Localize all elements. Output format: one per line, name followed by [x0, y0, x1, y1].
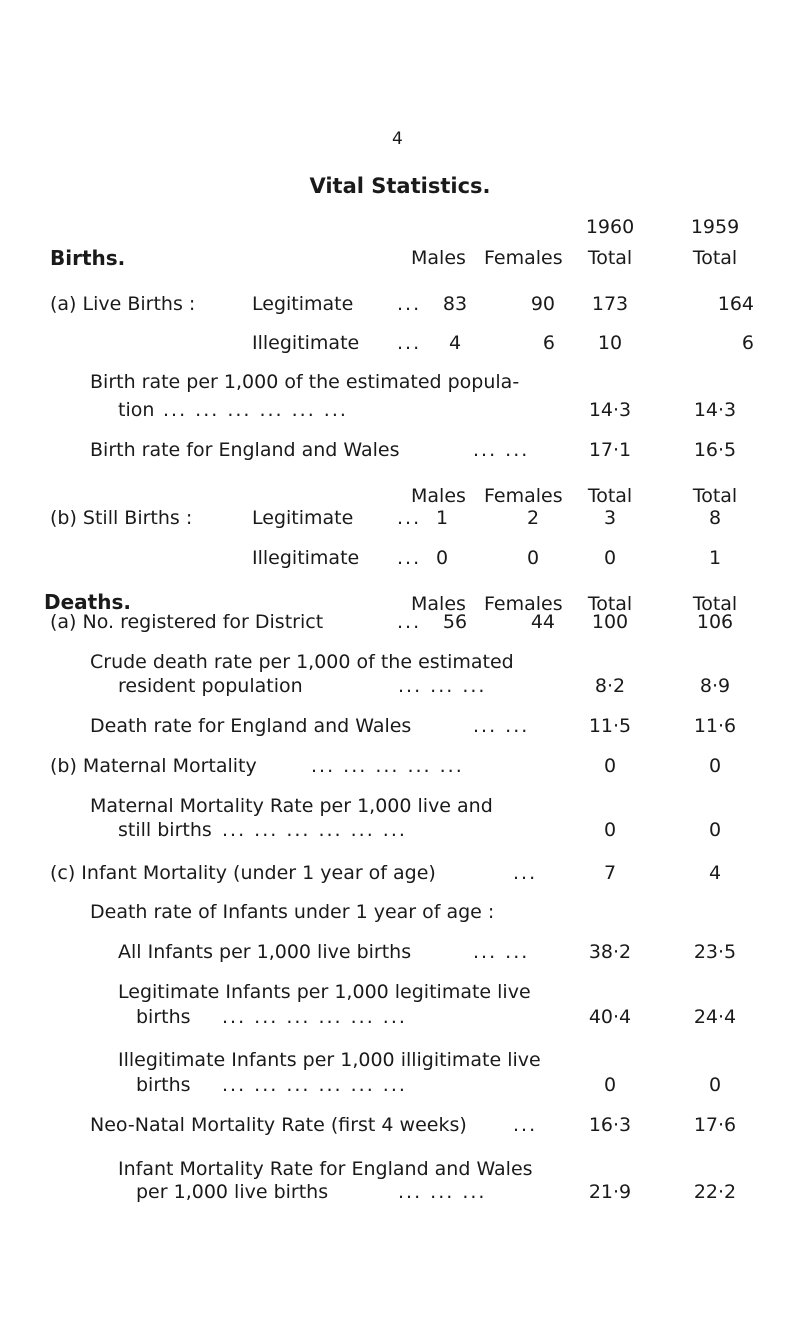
leader-dots: ... — [513, 862, 538, 884]
illegit-infants-label-line1: Illegitimate Infants per 1,000 illigitimate live — [118, 1049, 541, 1071]
legit-infants-label-line2: births — [136, 1006, 191, 1028]
all-infants-1959: 23·5 — [693, 941, 737, 963]
still-col-total-1960: Total — [587, 485, 633, 507]
infant-1960: 7 — [603, 862, 617, 884]
still-legit-males: 1 — [436, 507, 449, 529]
leader-dots: ... ... ... — [398, 675, 487, 697]
infant-ew-1960: 21·9 — [588, 1181, 632, 1203]
leader-dots: ... — [397, 293, 422, 315]
crude-rate-label-line1: Crude death rate per 1,000 of the estimated — [90, 651, 514, 673]
births-col-males: Males — [411, 247, 466, 269]
registered-total-1959: 106 — [696, 611, 734, 633]
birth-rate-ew-1959: 16·5 — [693, 439, 737, 461]
still-legit-total-1959: 8 — [708, 507, 722, 529]
birth-rate-ew-label: Birth rate for England and Wales — [90, 439, 400, 461]
legit-infants-1960: 40·4 — [588, 1006, 632, 1028]
leader-dots: ... ... ... ... ... ... — [222, 1074, 407, 1096]
leader-dots: ... ... ... ... ... ... — [222, 819, 407, 841]
birth-rate-label-line1: Birth rate per 1,000 of the estimated popula- — [90, 371, 520, 393]
illegit-infants-label-line2: births — [136, 1074, 191, 1096]
live-legit-males: 83 — [442, 293, 468, 315]
live-legit-females: 90 — [530, 293, 555, 315]
all-infants-label: All Infants per 1,000 live births — [118, 941, 412, 963]
still-births-label: (b) Still Births : — [50, 507, 193, 529]
legit-infants-1959: 24·4 — [693, 1006, 737, 1028]
maternal-1960: 0 — [603, 755, 617, 777]
illegit-infants-1960: 0 — [603, 1074, 617, 1096]
page-title: Vital Statistics. — [309, 174, 491, 198]
live-illegit-total-1960: 10 — [597, 332, 623, 354]
still-col-males: Males — [411, 485, 466, 507]
leader-dots: ... ... ... ... ... ... — [222, 1006, 407, 1028]
maternal-1959: 0 — [708, 755, 722, 777]
maternal-rate-label-line1: Maternal Mortality Rate per 1,000 live and — [90, 795, 493, 817]
still-illegit-total-1960: 0 — [603, 547, 617, 569]
registered-females: 44 — [530, 611, 555, 633]
page-number: 4 — [392, 129, 403, 149]
crude-rate-1959: 8·9 — [699, 675, 731, 697]
live-illegit-total-1959: 6 — [741, 332, 754, 354]
leader-dots: ... ... ... ... ... ... — [163, 399, 348, 421]
live-legit-total-1959: 164 — [717, 293, 754, 315]
leader-dots: ... ... ... ... ... — [311, 755, 464, 777]
deaths-col-total-1959: Total — [692, 593, 738, 615]
leader-dots: ... — [397, 547, 422, 569]
live-legit-label: Legitimate — [252, 293, 354, 315]
infant-label: (c) Infant Mortality (under 1 year of age) — [50, 862, 436, 884]
year-1959-header: 1959 — [690, 216, 740, 238]
infant-rate-heading: Death rate of Infants under 1 year of age : — [90, 901, 495, 923]
death-rate-ew-1959: 11·6 — [693, 715, 737, 737]
infant-1959: 4 — [708, 862, 722, 884]
still-legit-total-1960: 3 — [603, 507, 617, 529]
neonatal-1960: 16·3 — [588, 1114, 632, 1136]
all-infants-1960: 38·2 — [588, 941, 632, 963]
still-legit-females: 2 — [527, 507, 540, 529]
registered-total-1960: 100 — [591, 611, 629, 633]
still-col-females: Females — [484, 485, 563, 507]
crude-rate-label-line2: resident population — [118, 675, 303, 697]
illegit-infants-1959: 0 — [708, 1074, 722, 1096]
still-legit-label: Legitimate — [252, 507, 354, 529]
deaths-col-females: Females — [484, 593, 563, 615]
death-rate-ew-label: Death rate for England and Wales — [90, 715, 412, 737]
leader-dots: ... ... — [473, 715, 530, 737]
still-col-total-1959: Total — [692, 485, 738, 507]
live-illegit-females: 6 — [542, 332, 555, 354]
births-heading: Births. — [50, 246, 126, 270]
registered-label: (a) No. registered for District — [50, 611, 324, 633]
infant-ew-1959: 22·2 — [693, 1181, 737, 1203]
birth-rate-ew-1960: 17·1 — [588, 439, 632, 461]
live-legit-total-1960: 173 — [591, 293, 629, 315]
still-illegit-total-1959: 1 — [708, 547, 722, 569]
leader-dots: ... — [397, 507, 422, 529]
legit-infants-label-line1: Legitimate Infants per 1,000 legitimate live — [118, 981, 531, 1003]
death-rate-ew-1960: 11·5 — [588, 715, 632, 737]
infant-ew-label-line1: Infant Mortality Rate for England and Wales — [118, 1158, 533, 1180]
maternal-label: (b) Maternal Mortality — [50, 755, 257, 777]
birth-rate-1959: 14·3 — [693, 399, 737, 421]
neonatal-label: Neo-Natal Mortality Rate (first 4 weeks) — [90, 1114, 467, 1136]
birth-rate-label-line2: tion — [118, 399, 155, 421]
live-births-label: (a) Live Births : — [50, 293, 196, 315]
leader-dots: ... ... — [473, 439, 530, 461]
maternal-rate-1960: 0 — [603, 819, 617, 841]
birth-rate-1960: 14·3 — [588, 399, 632, 421]
deaths-heading: Deaths. — [44, 590, 131, 614]
births-col-total-1960: Total — [587, 247, 633, 269]
neonatal-1959: 17·6 — [693, 1114, 737, 1136]
leader-dots: ... — [397, 611, 422, 633]
registered-males: 56 — [442, 611, 468, 633]
maternal-rate-label-line2: still births — [118, 819, 212, 841]
infant-ew-label-line2: per 1,000 live births — [136, 1181, 329, 1203]
leader-dots: ... — [513, 1114, 538, 1136]
deaths-col-total-1960: Total — [587, 593, 633, 615]
births-col-total-1959: Total — [692, 247, 738, 269]
still-illegit-label: Illegitimate — [252, 547, 360, 569]
still-illegit-males: 0 — [436, 547, 449, 569]
year-1960-header: 1960 — [585, 216, 635, 238]
deaths-col-males: Males — [411, 593, 466, 615]
births-col-females: Females — [484, 247, 563, 269]
leader-dots: ... ... ... — [398, 1181, 487, 1203]
leader-dots: ... — [397, 332, 422, 354]
live-illegit-label: Illegitimate — [252, 332, 360, 354]
maternal-rate-1959: 0 — [708, 819, 722, 841]
crude-rate-1960: 8·2 — [594, 675, 626, 697]
leader-dots: ... ... — [473, 941, 530, 963]
still-illegit-females: 0 — [527, 547, 540, 569]
live-illegit-males: 4 — [448, 332, 462, 354]
